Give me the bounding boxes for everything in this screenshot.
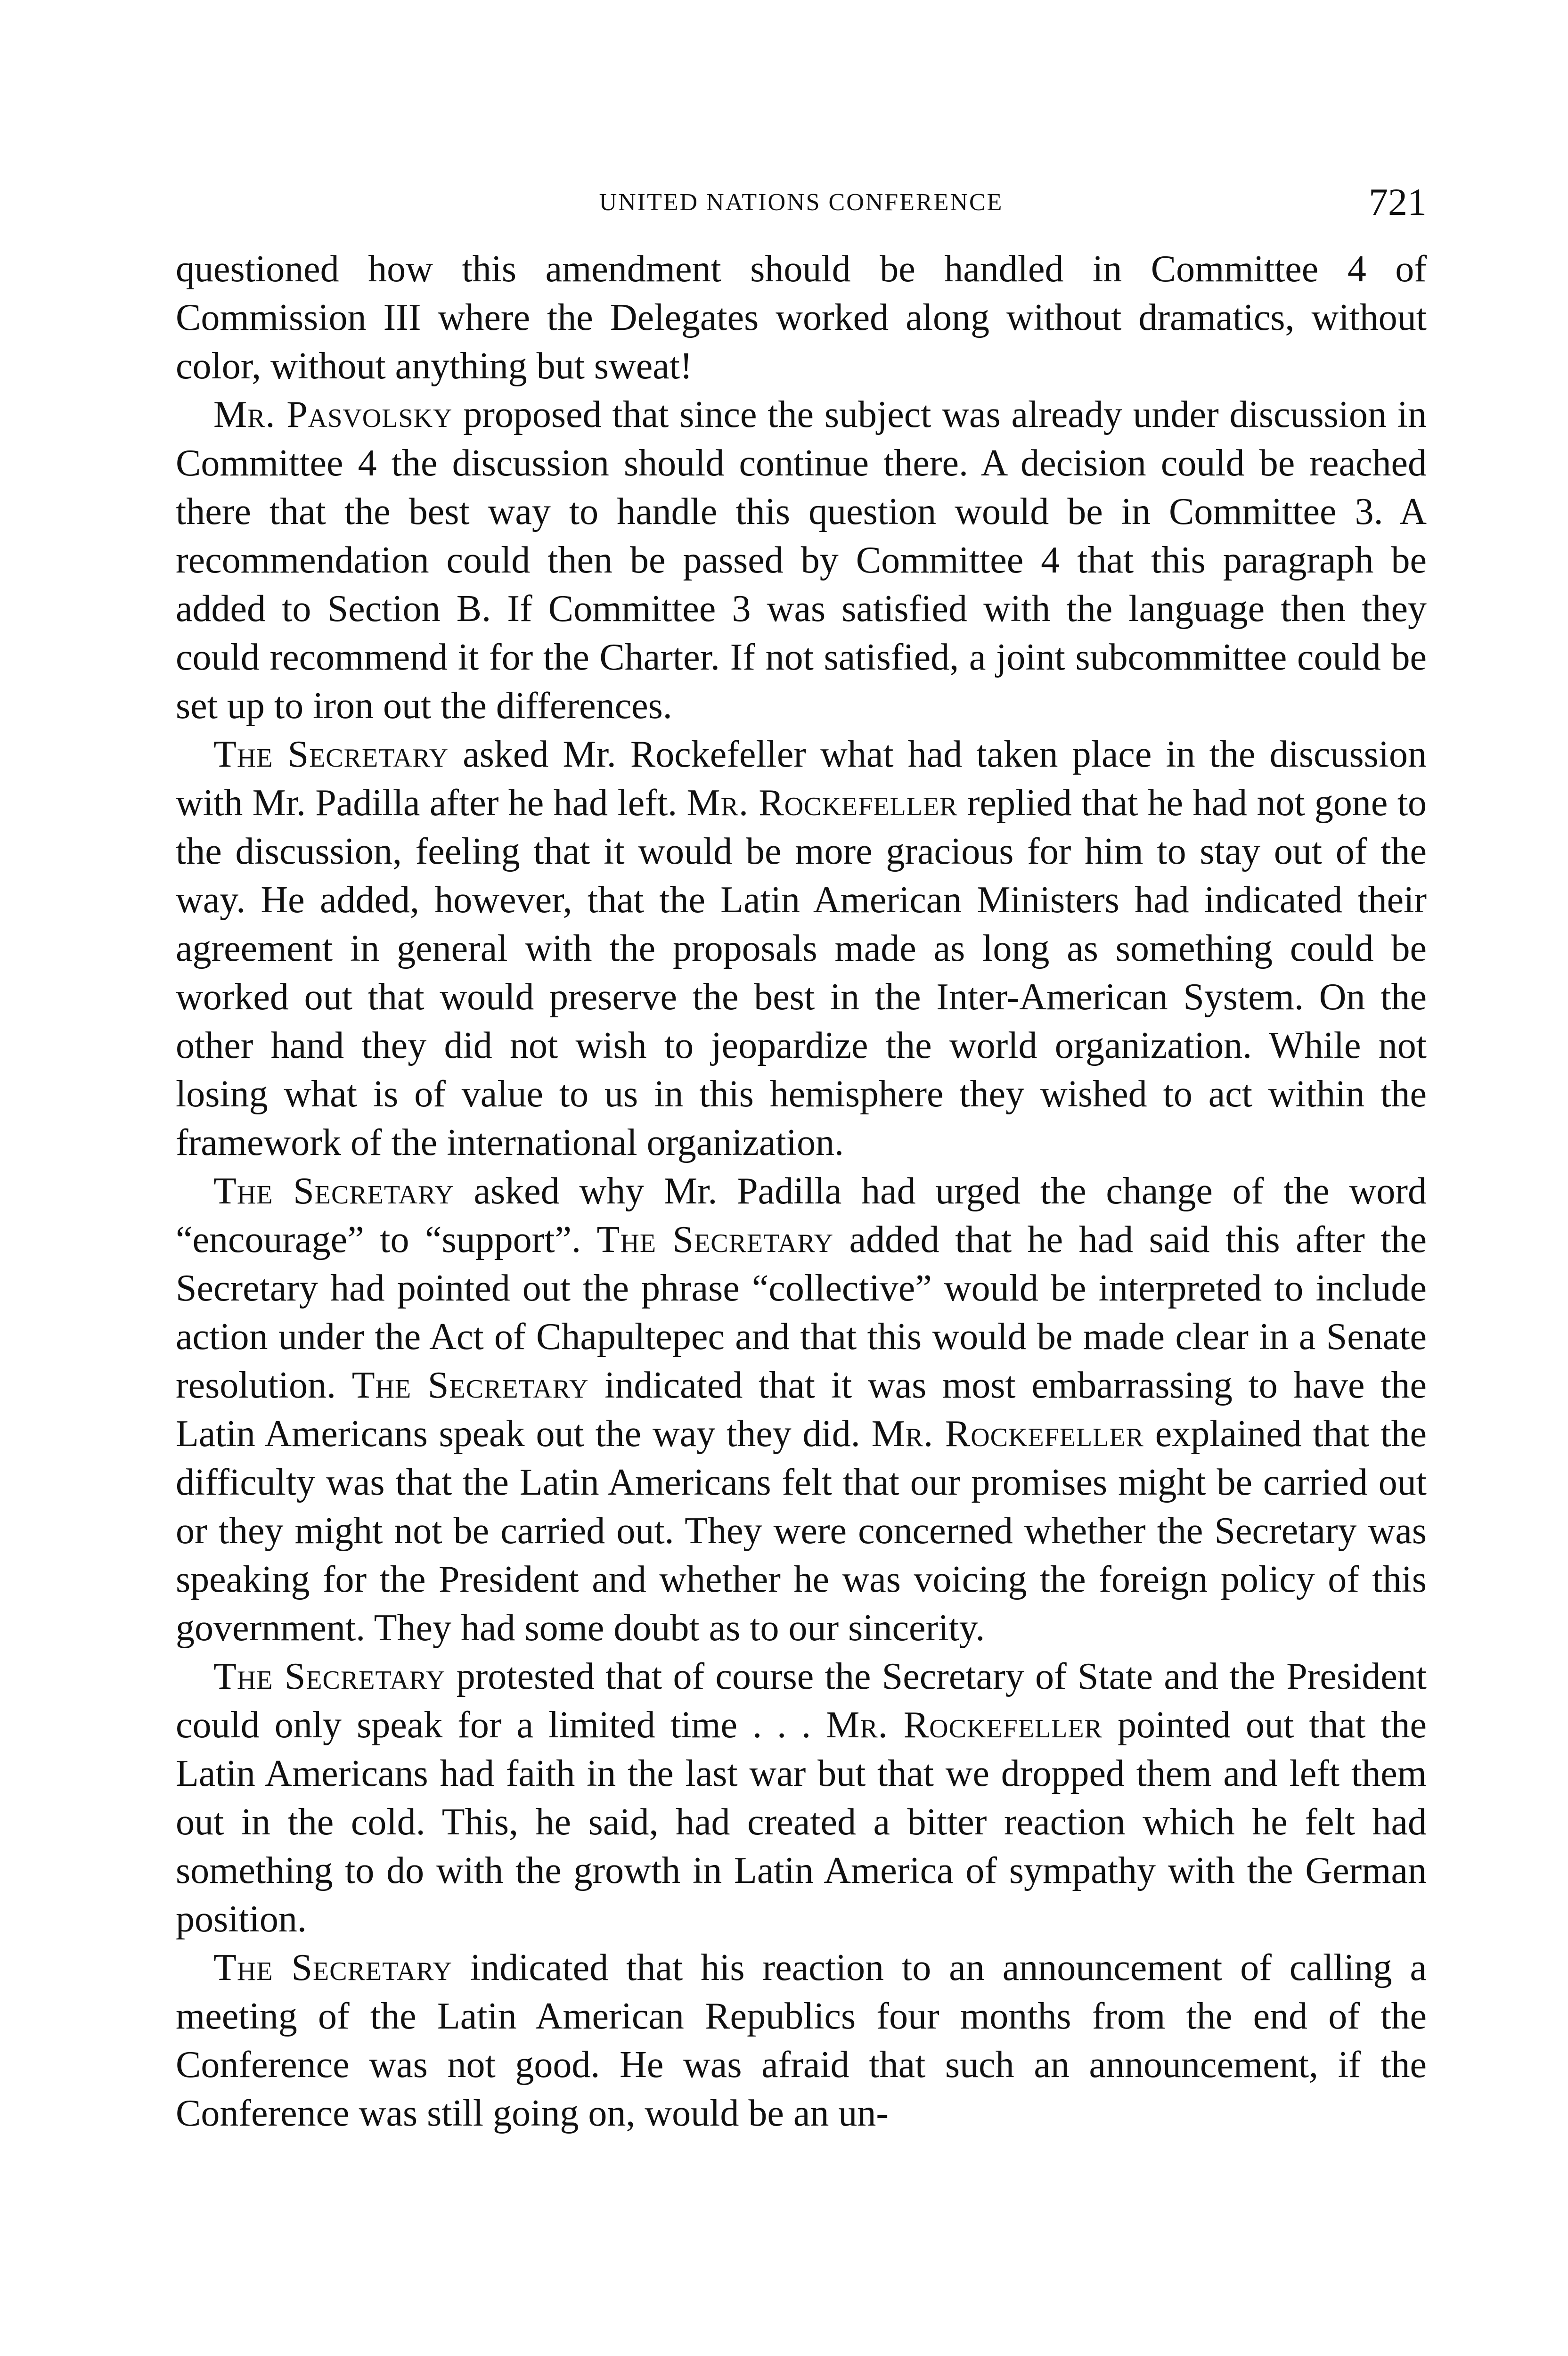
text-run: added that he had said this after the Secretary had pointed out the phrase “collective” would be interpreted to include action under the Act of Chapultepec and that this would be made clear in a Senate resolution. xyxy=(176,1219,1427,1406)
page-number: 721 xyxy=(1369,180,1427,223)
speaker-name: Mr. Pasvolsky xyxy=(213,394,453,435)
speaker-name: The Secretary xyxy=(213,1170,454,1212)
text-run: explained that the difficulty was that the Latin Americans felt that our promises might be carried out or they might not be carried out. They were concerned whether the Secretary was speaking for the President and whether he was voicing the foreign policy of this government. They had some doubt as to our sincerity. xyxy=(176,1413,1427,1649)
text-run: indicated that it was most embarrassing to have the Latin Americans speak out the way they did. xyxy=(176,1365,1427,1455)
speaker-name: Mr. Rockefeller xyxy=(686,782,958,824)
text-run: asked why Mr. Padilla had urged the change of the word “encourage” to “support”. xyxy=(176,1170,1427,1260)
speaker-name: Mr. Rockefeller xyxy=(826,1704,1102,1746)
text-run: replied that he had not gone to the discussion, feeling that it would be more gracious for him to stay out of the way. He added, however, that the Latin American Ministers had indicated their agreement in general with the proposals made as long as something could be worked out that would preserve the best in the Inter-American System. On the other hand they did not wish to jeopardize the world organization. While not losing what is of value to us in this hemisphere they wished to act within the framework of the international organization. xyxy=(176,782,1427,1163)
body-text xyxy=(176,245,1427,2138)
paragraph xyxy=(176,245,1427,391)
speaker-name: Mr. Rockefeller xyxy=(871,1413,1144,1455)
paragraph xyxy=(176,1167,1427,1652)
speaker-name: The Secretary xyxy=(351,1365,589,1406)
paragraph xyxy=(176,1944,1427,2138)
speaker-name: The Secretary xyxy=(213,734,449,775)
paragraph xyxy=(176,1652,1427,1944)
speaker-name: The Secretary xyxy=(596,1219,834,1260)
text-run: protested that of course the Secretary of State and the President could only speak for a limited time . . . xyxy=(176,1656,1427,1746)
speaker-name: The Secretary xyxy=(213,1656,446,1697)
speaker-name: The Secretary xyxy=(213,1947,452,1988)
running-title: UNITED NATIONS CONFERENCE xyxy=(599,189,1004,216)
paragraph xyxy=(176,391,1427,730)
paragraph xyxy=(176,730,1427,1167)
text-run: indicated that his reaction to an announcement of calling a meeting of the Latin American Republics four months from the end of the Conference was not good. He was afraid that such an announcement, if the Conference was still going on, would be an un- xyxy=(176,1947,1427,2134)
running-header xyxy=(176,180,1427,226)
text-run: questioned how this amendment should be handled in Committee 4 of Commission III where the Delegates worked along without dramatics, without color, without anything but sweat! xyxy=(176,248,1427,387)
text-run: pointed out that the Latin Americans had faith in the last war but that we dropped them and left them out in the cold. This, he said, had created a bitter reaction which he felt had something to do with the growth in Latin America of sympathy with the German position. xyxy=(176,1704,1427,1940)
text-run: asked Mr. Rockefeller what had taken place in the discussion with Mr. Padilla after he had left. xyxy=(176,734,1427,824)
text-run: proposed that since the subject was already under discussion in Committee 4 the discussion should continue there. A decision could be reached there that the best way to handle this question would be in Committee 3. A recommendation could then be passed by Committee 4 that this paragraph be added to Section B. If Committee 3 was satisfied with the language then they could recommend it for the Charter. If not satisfied, a joint subcommittee could be set up to iron out the differences. xyxy=(176,394,1427,727)
